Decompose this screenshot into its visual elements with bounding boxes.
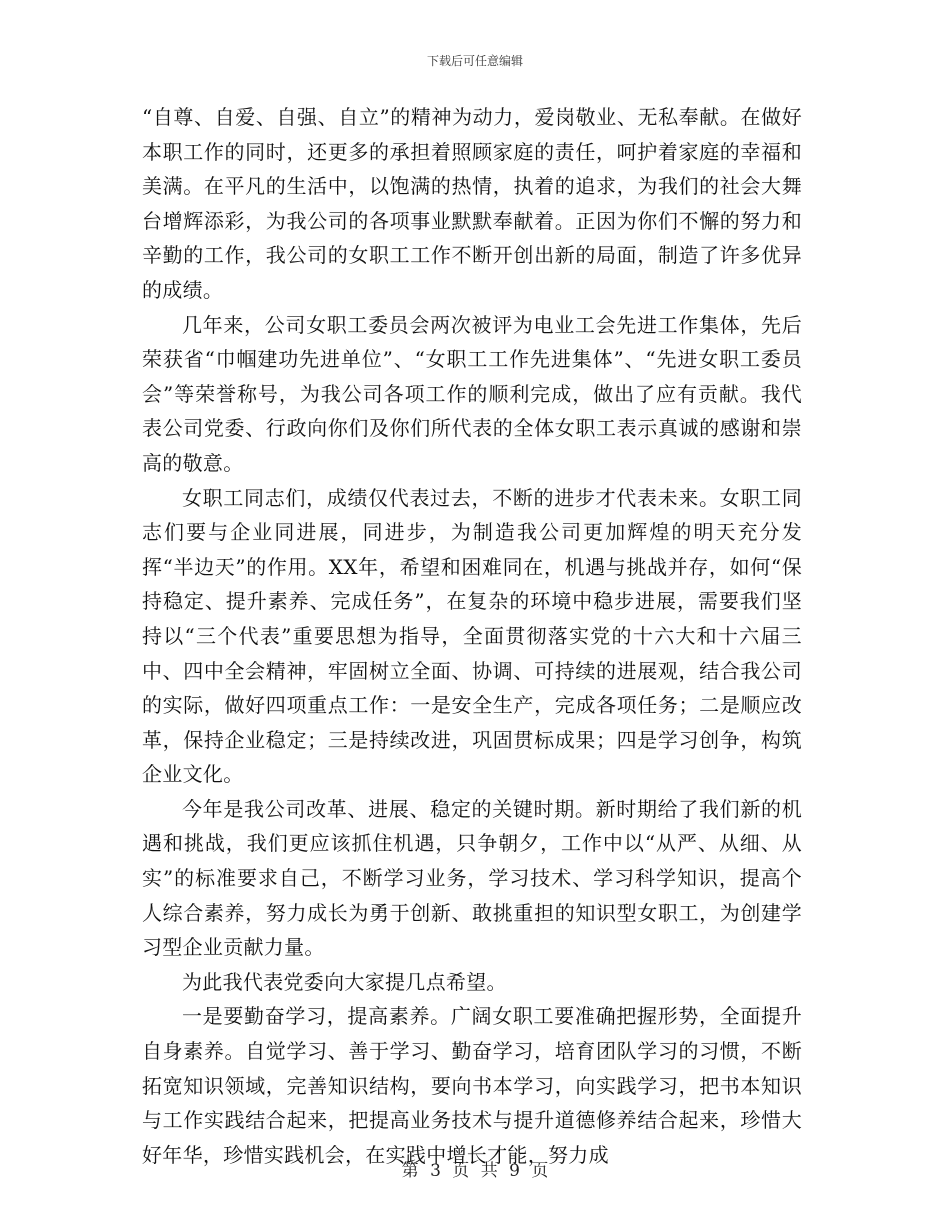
- paragraph-3: 女职工同志们，成绩仅代表过去，不断的进步才代表未来。女职工同志们要与企业同进展，同进步，为制造我公司更加辉煌的明天充分发挥“半边天”的作用。XX年，希望和困难同在，机遇与挑战并存，如何“保持稳定、提升素养、完成任务”，在复杂的环境中稳步进展，需要我们坚持以“三个代表”重要思想为指导，全面贯彻落实党的十六大和十六届三中、四中全会精神，牢固树立全面、协调、可持续的进展观，结合我公司的实际，做好四项重点工作：一是安全生产，完成各项任务；二是顺应改革，保持企业稳定；三是持续改进，巩固贯标成果；四是学习创争，构筑企业文化。: [142, 485, 802, 787]
- paragraph-4: 今年是我公司改革、进展、稳定的关键时期。新时期给了我们新的机遇和挑战，我们更应该抓住机遇，只争朝夕，工作中以“从严、从细、从实”的标准要求自己，不断学习业务，学习技术、学习科学知识，提高个人综合素养，努力成长为勇于创新、敢挑重担的知识型女职工，为创建学习型企业贡献力量。: [142, 796, 802, 960]
- page-number: 第 3 页 共 9 页: [401, 1161, 549, 1181]
- page-header: 下载后可任意编辑: [426, 54, 523, 68]
- paragraph-1: “自尊、自爱、自强、自立”的精神为动力，爱岗敬业、无私奉献。在做好本职工作的同时，还更多的承担着照顾家庭的责任，呵护着家庭的幸福和美满。在平凡的生活中，以饱满的热情，执着的追求，为我们的社会大舞台增辉添彩，为我公司的各项事业默默奉献着。正因为你们不懈的努力和辛勤的工作，我公司的女职工工作不断开创出新的局面，制造了许多优异的成绩。: [142, 105, 802, 302]
- paragraph-6: 一是要勤奋学习，提高素养。广阔女职工要准确把握形势，全面提升自身素养。自觉学习、善于学习、勤奋学习，培育团队学习的习惯，不断拓宽知识领域，完善知识结构，要向书本学习，向实践学习，把书本知识与工作实践结合起来，把提高业务技术与提升道德修养结合起来，珍惜大好年华，珍惜实践机会，在实践中增长才能，努力成: [142, 1004, 802, 1167]
- paragraph-5: 为此我代表党委向大家提几点希望。: [182, 969, 507, 994]
- paragraph-2: 几年来，公司女职工委员会两次被评为电业工会先进工作集体，先后荣获省“巾帼建功先进单位”、“女职工工作先进集体”、“先进女职工委员会”等荣誉称号，为我公司各项工作的顺利完成，做出了应有贡献。我代表公司党委、行政向你们及你们所代表的全体女职工表示真诚的感谢和崇高的敬意。: [142, 312, 802, 475]
- document-body: [142, 100, 802, 1172]
